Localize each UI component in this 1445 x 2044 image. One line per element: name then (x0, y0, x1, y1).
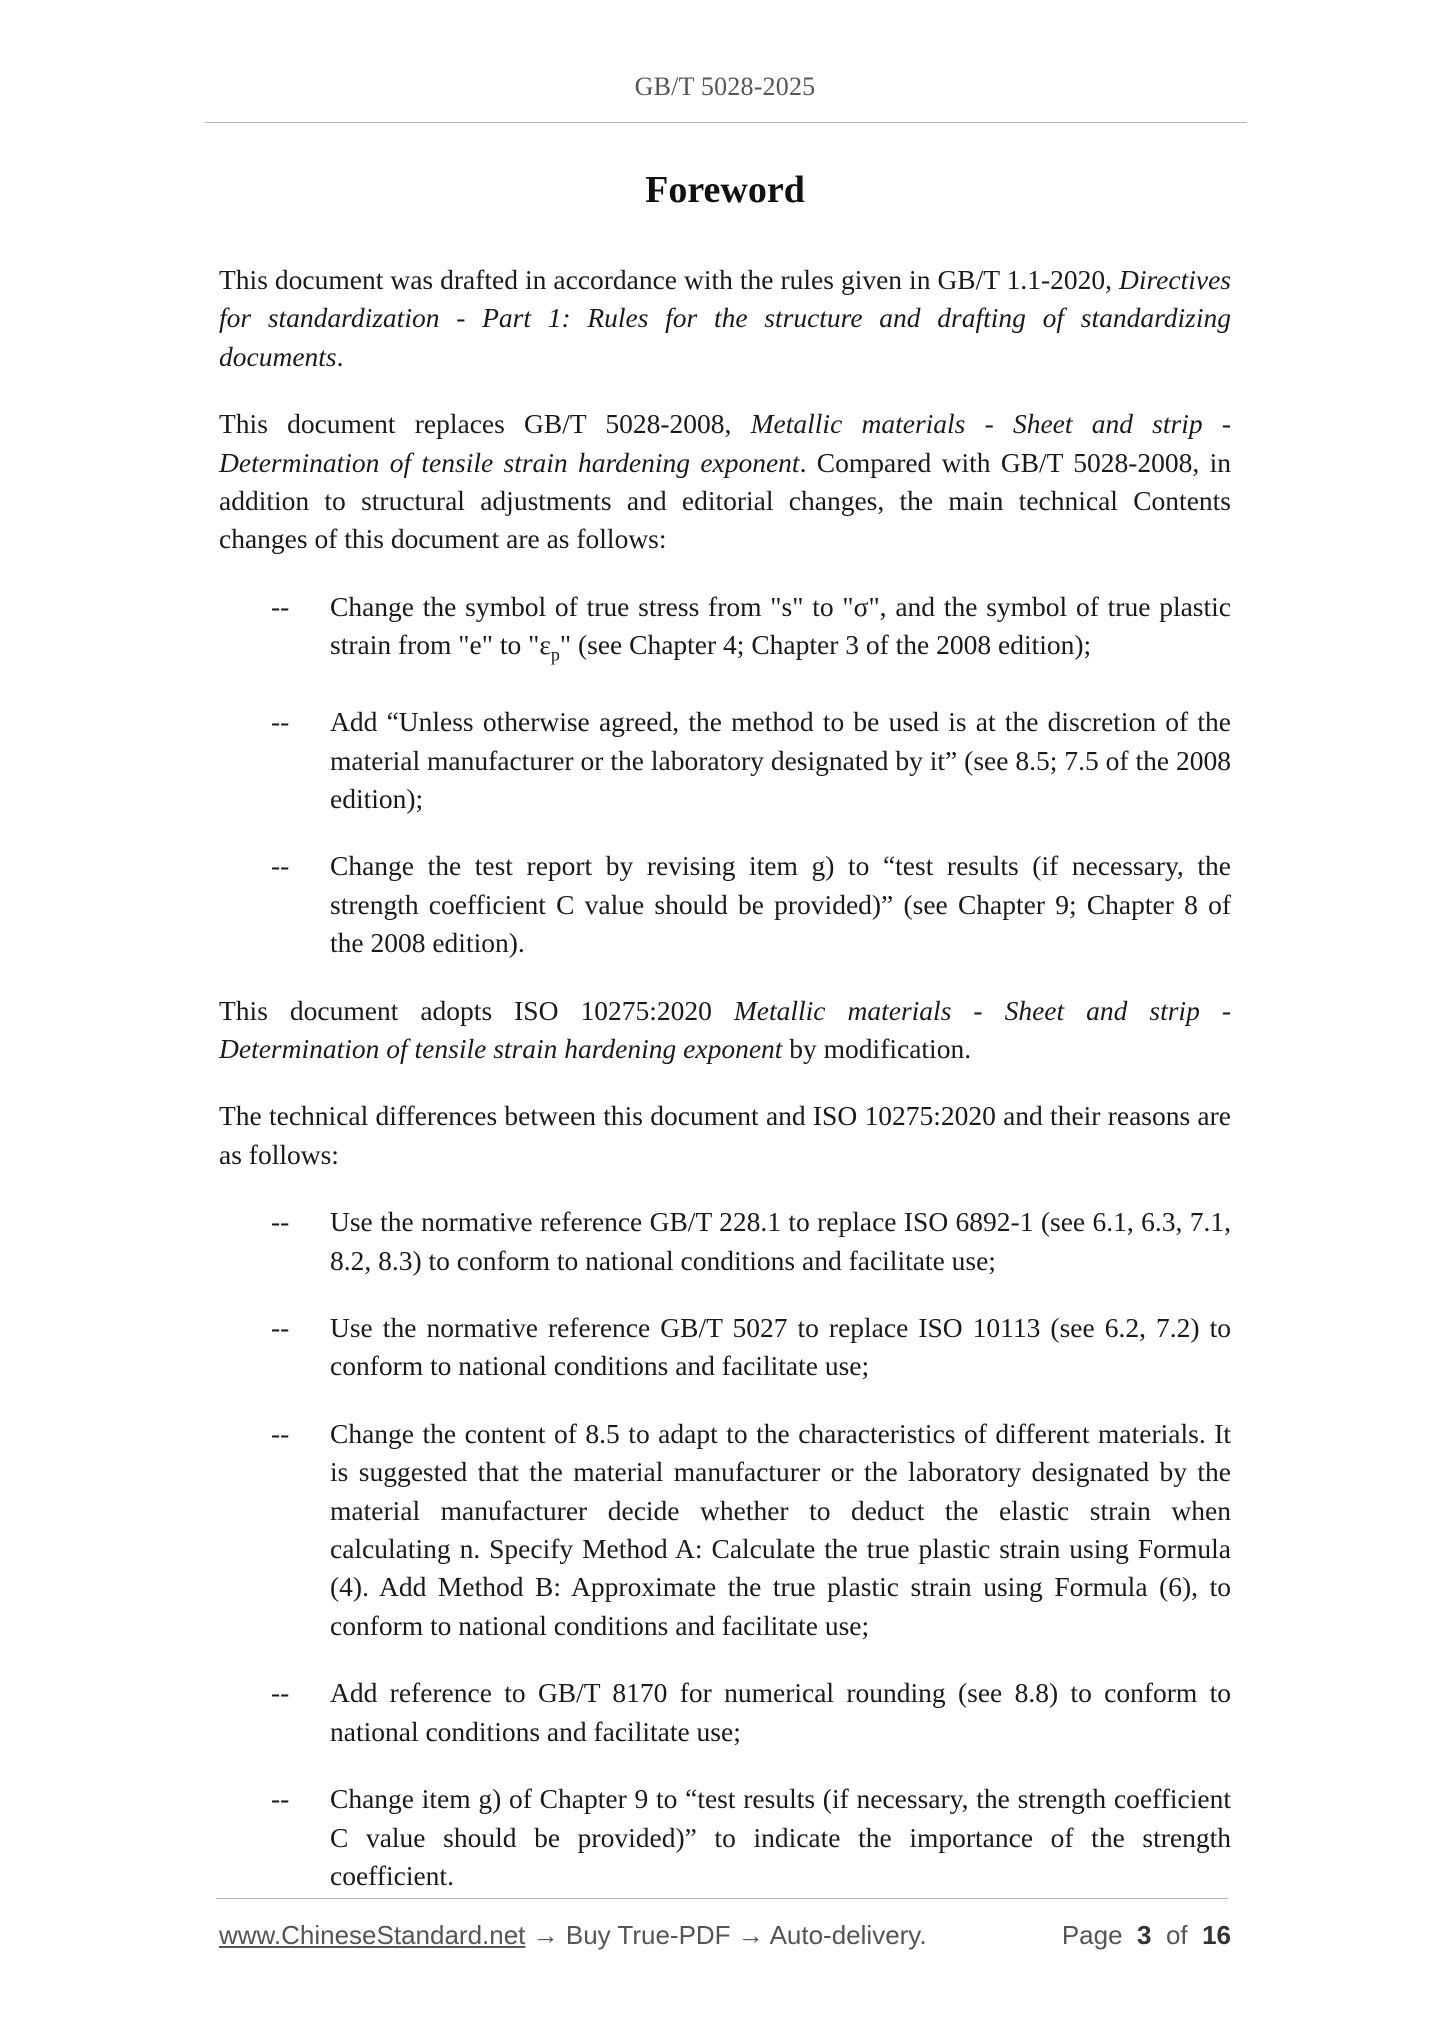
total-pages: 16 (1202, 1920, 1231, 1950)
list-item-text: Change item g) of Chapter 9 to “test results (if necessary, the strength coefficient C value should be provided)” to indicate the importance of the strength coefficient. (330, 1783, 1231, 1891)
list-item (219, 703, 1231, 818)
list-item (219, 588, 1231, 674)
list-item (219, 1309, 1231, 1386)
paragraph-adoption: This document adopts ISO 10275:2020 Metallic materials - Sheet and strip - Determination of tensile strain hardening exponent by modification. (219, 994, 1231, 1064)
list-item (219, 1674, 1231, 1751)
website-link[interactable]: www.ChineseStandard.net (219, 1920, 526, 1950)
list-item-text: Use the normative reference GB/T 228.1 to replace ISO 6892-1 (see 6.1, 6.3, 7.1, 8.2, 8.3) to conform to national conditions and facilitate use; (330, 1206, 1231, 1276)
list-item-text: Add reference to GB/T 8170 for numerical rounding (see 8.8) to conform to national conditions and facilitate use; (330, 1677, 1231, 1747)
list-dash: -- (271, 706, 290, 738)
list-item-text: Add “Unless otherwise agreed, the method to be used is at the discretion of the material manufacturer or the laboratory designated by it” (see 8.5; 7.5 of the 2008 edition); (330, 706, 1231, 814)
list-item (219, 1415, 1231, 1645)
list-item-text: Use the normative reference GB/T 5027 to replace ISO 10113 (see 6.2, 7.2) to conform to national conditions and facilitate use; (330, 1312, 1231, 1382)
list-item (219, 1203, 1231, 1280)
list-item-text: Change the symbol of true stress from "s" to "σ", and the symbol of true plastic strain from "e" to "$\varepsilon_p$" (see Chapter 4; Chapter 3 of the 2008 edition); (330, 590, 1231, 665)
list-dash: -- (271, 1783, 290, 1815)
footer-divider (216, 1898, 1228, 1899)
list-item-text: Change the test report by revising item g) to “test results (if necessary, the strength coefficient C value should be provided)” (see Chapter 9; Chapter 8 of the 2008 edition). (330, 850, 1231, 959)
footer-promo (219, 1920, 927, 1951)
paragraph-drafting-rules: This document was drafted in accordance with the rules given in GB/T 1.1-2020, Directives for standardization - Part 1: Rules for the structure and drafting of standardizing documents. (219, 264, 1231, 372)
list-dash: -- (271, 590, 290, 622)
header-divider (205, 122, 1247, 123)
list-item-text: Change the content of 8.5 to adapt to the characteristics of different materials. It is suggested that the material manufacturer or the laboratory designated by the material manufacturer decide whether to deduct the elastic strain when calculating n. Specify Method A: Calculate the true plastic strain using Formula (4). Add Method B: Approximate the true plastic strain using Formula (6), to conform to national conditions and facilitate use; (330, 1417, 1231, 1641)
list-dash: -- (271, 1206, 290, 1238)
list-dash: -- (271, 1677, 290, 1709)
list-item (219, 847, 1231, 962)
list-dash: -- (271, 1312, 290, 1344)
document-body (219, 261, 1231, 1924)
paragraph-replacement: This document replaces GB/T 5028-2008, Metallic materials - Sheet and strip - Determination of tensile strain hardening exponent. Compared with GB/T 5028-2008, in addition to structural adjustments and editorial changes, the main technical Contents changes of this document are as follows: (219, 408, 1231, 555)
paragraph-differences-intro: The technical differences between this document and ISO 10275:2020 and their reasons are as follows: (219, 1100, 1231, 1170)
list-item (219, 1780, 1231, 1895)
list-dash: -- (271, 1417, 290, 1449)
page-number: Page 3 of 16 (1061, 1920, 1231, 1950)
page-title: Foreword (645, 169, 805, 211)
current-page: 3 (1137, 1920, 1152, 1950)
page-header: GB/T 5028-2025 (634, 72, 816, 101)
footer-promo-text: → Buy True-PDF → Auto-delivery. (525, 1920, 927, 1950)
list-dash: -- (271, 850, 290, 882)
